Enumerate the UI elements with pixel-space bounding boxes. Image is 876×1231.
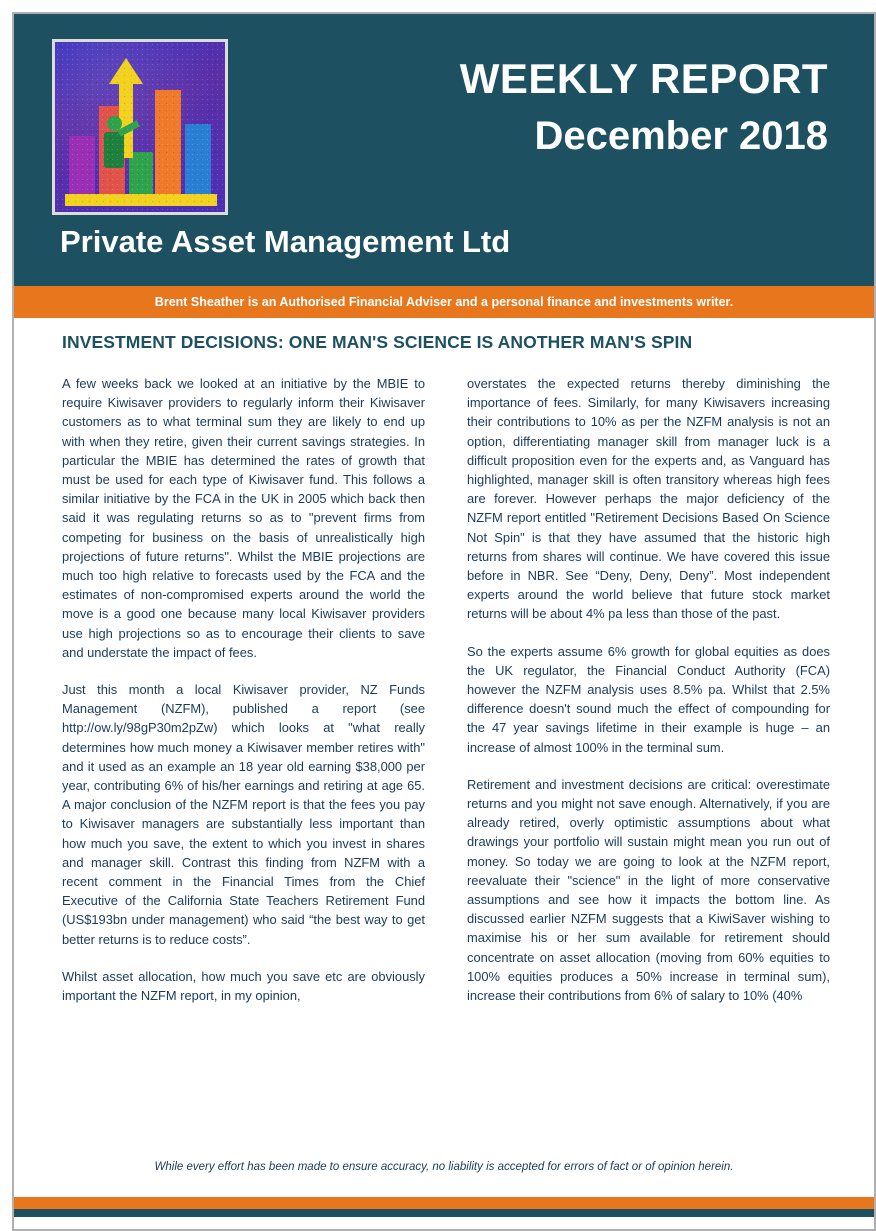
report-date: December 2018 (534, 114, 828, 158)
author-strip: Brent Sheather is an Authorised Financial Adviser and a personal finance and investments writer. (14, 286, 874, 318)
paragraph: Just this month a local Kiwisaver provider, NZ Funds Management (NZFM), published a report (see http://ow.ly/98gP30m2pZw) which looks at "what really determines how much money a Kiwisaver member retires with" and it used as an example an 18 year old earning $38,000 per year, contributing 6% of his/her earnings and retiring at age 65. A major conclusion of the NZFM report is that the fees you pay to Kiwisaver managers are substantially less important than how much you save, the extent to which you invest in shares and manager skill. Contrast this finding from NZFM with a recent comment in the Financial Times from the Chief Executive of the California State Teachers Retirement Fund (US$193bn under management) who said “the best way to get better returns is to reduce costs”. (62, 682, 425, 947)
person-head-icon (107, 116, 122, 131)
footer-teal-bar (14, 1209, 874, 1217)
paragraph: overstates the expected returns thereby diminishing the importance of fees. Similarly, for many Kiwisavers increasing their contributions to 10% as per the NZFM analysis is not an option, differentiating manager skill from manager luck is a difficult proposition even for the experts and, as Vanguard has highlighted, manager skill is often transitory whereas high fees are forever. However perhaps the major deficiency of the NZFM report entitled "Retirement Decisions Based On Science Not Spin" is that they have assumed that the historic high returns from shares will continue. We have covered this issue before in NBR. See “Deny, Deny, Deny”. Most independent experts around the world believe that future stock market returns will be about 4% pa less than those of the past. (467, 376, 830, 622)
header-banner (14, 14, 874, 286)
article-left-column (62, 374, 425, 1134)
person-body-icon (104, 132, 124, 168)
article-headline: INVESTMENT DECISIONS: ONE MAN'S SCIENCE IS ANOTHER MAN'S SPIN (62, 332, 693, 352)
logo-baseline (65, 194, 217, 206)
paragraph: So the experts assume 6% growth for global equities as does the UK regulator, the Financial Conduct Authority (FCA) however the NZFM analysis uses 8.5% pa. Whilst that 2.5% difference doesn't sound much the effect of compounding for the 47 year savings lifetime in their example is huge – an increase of almost 100% in the terminal sum. (467, 643, 830, 755)
logo-bar-5 (185, 124, 211, 198)
title-block (460, 54, 828, 162)
logo-bar-1 (69, 136, 95, 198)
article-columns (62, 374, 830, 1134)
company-name: Private Asset Management Ltd (60, 224, 511, 259)
paragraph: Retirement and investment decisions are critical: overestimate returns and you might not save enough. Alternatively, if you are already retired, overly optimistic assumptions about what drawings your portfolio will sustain might mean you run out of money. So today we are going to look at the NZFM report, reevaluate their "science" in the light of more conservative assumptions and see how it impacts the bottom line. As discussed earlier NZFM suggests that a KiwiSaver wishing to maximise his or her sum available for retirement should concentrate on asset allocation (moving from 60% equities to 100% equities produces a 50% increase in terminal sum), increase their contributions from 6% of salary to 10% (40% (467, 776, 830, 1004)
paragraph: A few weeks back we looked at an initiative by the MBIE to require Kiwisaver providers to regularly inform their Kiwisaver customers as to what terminal sum they are likely to end up with when they retire, given their current savings strategies. In particular the MBIE has determined the rates of growth that must be used for each type of Kiwisaver fund. This follows a similar initiative by the FCA in the UK in 2005 which back then said it was regulating returns so as to "prevent firms from competing for business on the basis of unrealistically high projections of future returns". Whilst the MBIE projections are much too high relative to forecasts used by the FCA and the estimates of non-compromised experts around the world the move is a good one because many local Kiwisaver providers use high projections so as to encourage their clients to save and understate the impact of fees. (62, 376, 425, 660)
person-arm-icon (117, 120, 140, 137)
up-arrow-icon (119, 78, 133, 158)
paragraph: Whilst asset allocation, how much you save etc are obviously important the NZFM report, in my opinion, (62, 968, 425, 1004)
report-title: WEEKLY REPORT (459, 55, 828, 102)
logo-bar-4 (155, 90, 181, 198)
up-arrow-head-icon (109, 58, 143, 84)
logo-bar-2 (99, 106, 125, 198)
company-logo (52, 39, 228, 215)
logo-bar-3 (129, 152, 153, 198)
article-right-column (467, 374, 830, 1134)
footer-disclaimer: While every effort has been made to ensure accuracy, no liability is accepted for errors of fact or of opinion herein. (154, 1161, 734, 1173)
logo-artwork (55, 42, 225, 212)
